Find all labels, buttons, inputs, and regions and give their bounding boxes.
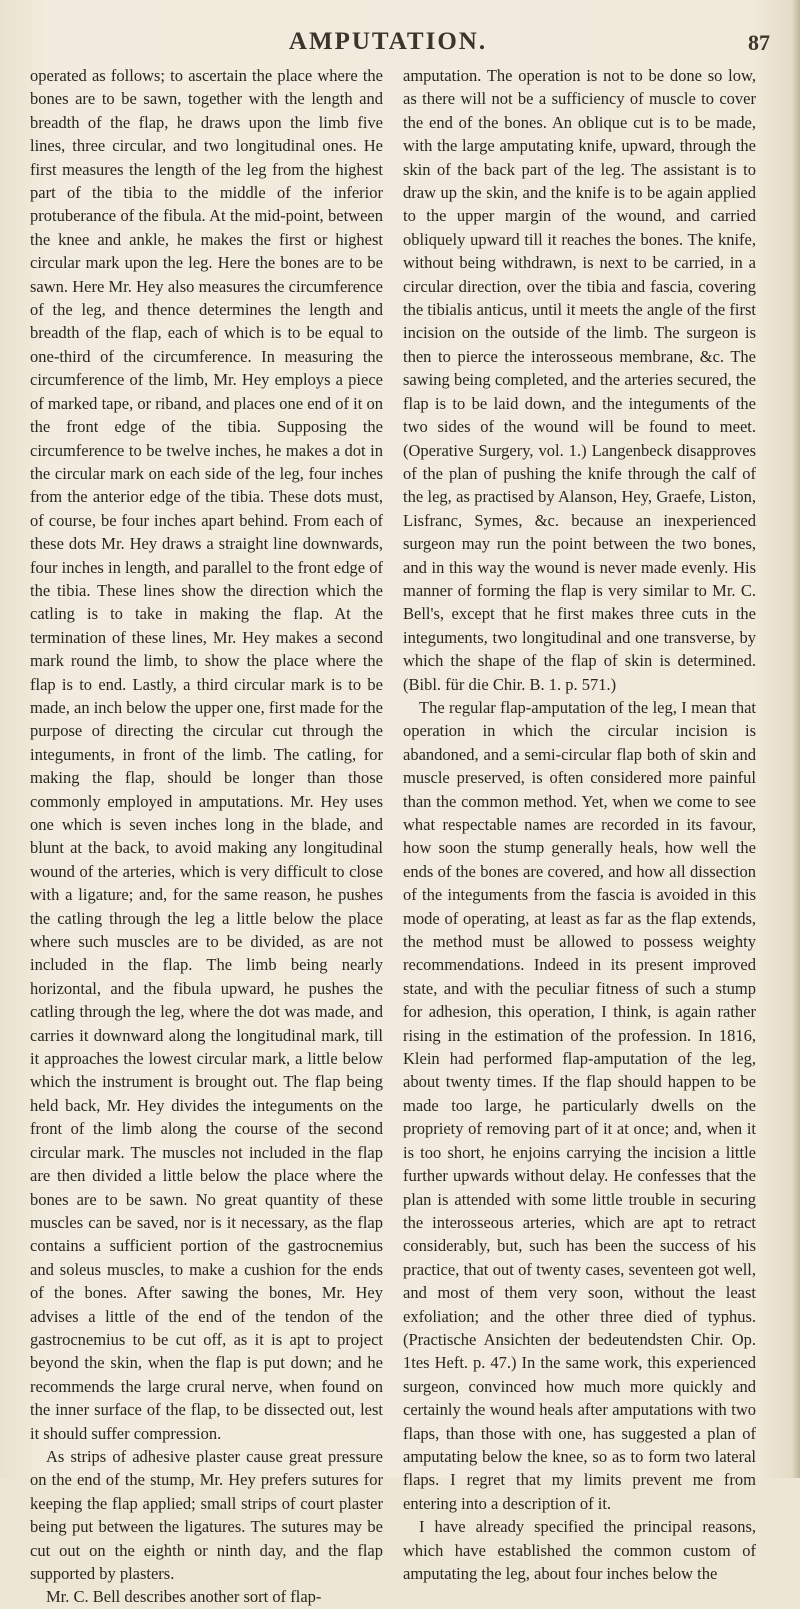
left-column <box>30 64 383 1609</box>
page-number: 87 <box>748 30 770 55</box>
text-columns <box>30 64 776 1609</box>
paragraph: amputation. The operation is not to be done so low, as there will not be a sufficiency of muscle to cover the end of the bones. An oblique cut is to be made, with the large amputating knife, upward, through the skin of the back part of the leg. The assistant is to draw up the skin, and the knife is to be again applied to the upper margin of the wound, and carried obliquely upward till it reaches the bones. The knife, without being withdrawn, is next to be carried, in a circular direction, over the tibia and fascia, covering the tibialis anticus, until it meets the angle of the first incision on the outside of the limb. The surgeon is then to pierce the interosseous membrane, &c. The sawing being completed, and the arteries secured, the flap is to be laid down, and the integuments of the two sides of the wound will be found to meet. (Operative Surgery, vol. 1.) Langenbeck disapproves of the plan of pushing the knife through the calf of the leg, as practised by Alanson, Hey, Graefe, Liston, Lisfranc, Symes, &c. because an inexperienced surgeon may run the point between the two bones, and in this way the wound is never made evenly. His manner of forming the flap is very similar to Mr. C. Bell's, except that he first makes three cuts in the integuments, two longitudinal and one transverse, by which the shape of the flap of skin is determined. (Bibl. für die Chir. B. 1. p. 571.) <box>403 66 756 694</box>
page-header <box>30 28 776 62</box>
running-head: AMPUTATION. <box>288 28 488 55</box>
paragraph: operated as follows; to ascertain the place where the bones are to be sawn, together with the length and breadth of the flap, he draws upon the limb five lines, three circular, and two longitudinal ones. He first measures the length of the leg from the highest part of the tibia to the middle of the inferior protuberance of the fibula. At the mid-point, between the knee and ankle, he makes the first or highest circular mark upon the leg. Here the bones are to be sawn. Here Mr. Hey also measures the circumference of the leg, and thence determines the length and breadth of the flap, each of which is to be equal to one-third of the circumference. In measuring the circumference of the limb, Mr. Hey employs a piece of marked tape, or riband, and places one end of it on the front edge of the tibia. Supposing the circumference to be twelve inches, he makes a dot in the circular mark on each side of the leg, four inches from the anterior edge of the tibia. These dots must, of course, be four inches apart behind. From each of these dots Mr. Hey draws a straight line downwards, four inches in length, and parallel to the front edge of the tibia. These lines show the direction which the catling is to take in making the flap. At the termination of these lines, Mr. Hey makes a second mark round the limb, to show the place where the flap is to end. Lastly, a third circular mark is to be made, an inch below the upper one, first made for the purpose of directing the circular cut through the integuments, in front of the limb. The catling, for making the flap, should be longer than those commonly employed in amputations. Mr. Hey uses one which is seven inches long in the blade, and blunt at the back, to avoid making any longitudinal wound of the arteries, which is very difficult to close with a ligature; and, for the same reason, he pushes the catling through the leg a little below the place where such muscles are to be divided, as are not included in the flap. The limb being nearly horizontal, and the fibula upward, he pushes the catling through the leg, where the dot was made, and carries it downward along the longitudinal mark, till it approaches the lowest circular mark, a little below which the instrument is brought out. The flap being held back, Mr. Hey divides the integuments on the front of the limb along the course of the second circular mark. The muscles not included in the flap are then divided a little below the place where the bones are to be sawn. No great quantity of these muscles can be saved, nor is it necessary, as the flap contains a sufficient portion of the gastrocnemius and soleus muscles, to make a cushion for the ends of the bones. After sawing the bones, Mr. Hey advises a little of the end of the tendon of the gastrocnemius to be cut off, as it is apt to project beyond the skin, when the flap is put down; and he recommends the large crural nerve, when found on the inner surface of the flap, to be dissected out, lest it should suffer compression. <box>30 66 383 1443</box>
paragraph: Mr. C. Bell describes another sort of flap- <box>46 1587 322 1607</box>
page-edge-shadow <box>792 0 800 1478</box>
paragraph: As strips of adhesive plaster cause great pressure on the end of the stump, Mr. Hey prefers sutures for keeping the flap applied; small strips of court plaster being put between the ligatures. The sutures may be cut out on the eighth or ninth day, and the flap supported by plasters. <box>30 1446 383 1583</box>
right-column <box>403 64 756 1609</box>
paragraph: The regular flap-amputation of the leg, I mean that operation in which the circular incision is abandoned, and a semi-circular flap both of skin and muscle preserved, is often considered more painful than the common method. Yet, when we come to see what respectable names are recorded in its favour, how soon the stump generally heals, how well the ends of the bones are covered, and how all dissection of the integuments from the fascia is avoided in this mode of operating, at least as far as the flap extends, the method must be allowed to possess weighty recommendations. Indeed in its present improved state, and with the peculiar fitness of such a stump for adhesion, this operation, I think, is again rather rising in the estimation of the profession. In 1816, Klein had performed flap-amputation of the leg, about twenty times. If the flap should happen to be made too large, he particularly dwells on the propriety of removing part of it at once; and, when it is too short, he enjoins carrying the incision a little further upwards without delay. He confesses that the plan is attended with some little trouble in securing the interosseous arteries, which are apt to retract considerably, but, such has been the success of his practice, that out of twenty cases, seventeen got well, and most of them very soon, without the least exfoliation; and the other three died of typhus. (Practische Ansichten der bedeutendsten Chir. Op. 1tes Heft. p. 47.) In the same work, this experienced surgeon, convinced how much more quickly and certainly the wound heals after amputations with two flaps, than those with one, has suggested a plan of amputating below the knee, so as to form two lateral flaps. I regret that my limits prevent me from entering into a description of it. <box>403 697 756 1513</box>
paragraph: I have already specified the principal reasons, which have established the common custom of amputating the leg, about four inches below the <box>403 1517 756 1583</box>
